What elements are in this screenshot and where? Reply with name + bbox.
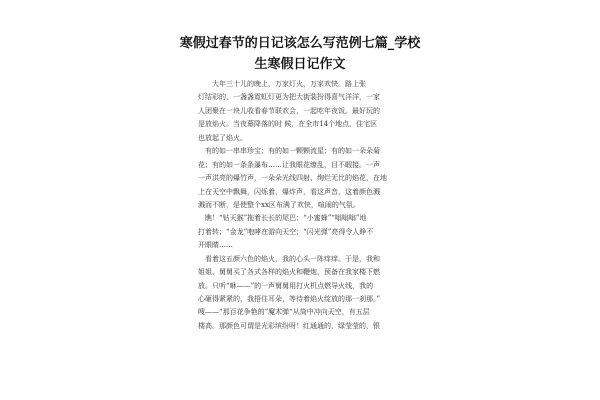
- body-line: 也放起了焰火。: [198, 133, 247, 142]
- body-line: 花；有的如一条条瀑布……让我眼花缭乱，目不暇接。一声: [198, 160, 380, 169]
- body-line: 打着转；“金龙”咆哮在游向天空；“闪光弹”亮得令人睁不: [198, 227, 374, 236]
- body-line: 溅而不断，是使整个xx区布满了欢快，喧闹的气氛。: [198, 200, 360, 209]
- body-line: 心砸得紧紧的，我捂住耳朵，等待着焰火绽放的那一刹那。”: [198, 295, 381, 303]
- body-line: 是放焰火。当夜幕降落的时 候，在全市14个地点，住宅区: [198, 120, 378, 129]
- document-body: [198, 78, 412, 333]
- body-line: 楼高。那颜色可谓是光彩缤纷呀！红通通的，绿莹莹的，银: [198, 321, 380, 330]
- body-line: 有的如一串串珍宝；有的如一颗颗流星；有的如一朵朵菊: [198, 147, 380, 156]
- body-line: 一声洪亮的爆竹声，一朵朵光线四射、绚烂无比的焰花，在地: [198, 174, 387, 183]
- body-line: 放。只听“咻——”的一声舅舅用打火机点燃导火线，我的: [198, 281, 374, 290]
- body-line: 灯结彩的，一盏盏霓虹灯更为把大街装扮得喜气洋洋，一家: [198, 93, 380, 102]
- body-line: 看着这五颜六色的焰火，我的心头一阵痒痒。于是，我和: [198, 254, 380, 263]
- body-line: 大年三十儿的晚上，万家灯火，万家欢快。路上张: [198, 80, 366, 88]
- body-line: 嗖——“那百花争艳的”魔术弹“从筒中冲向天空，有五层: [198, 308, 370, 317]
- body-line: 瞧！“钻天猴”拖着长长的尾巴；“小蜜蜂”“嗡嗡嗡”地: [198, 214, 367, 223]
- body-line: 开眼睛……: [198, 241, 233, 250]
- body-line: 姐姐、舅舅买了各式各样的焰火和鞭炮，预备在我家楼下燃: [198, 268, 380, 277]
- body-line: 人团聚在一块儿收看春节联欢会，一起吃年夜饭。最好玩的: [198, 106, 380, 115]
- body-line: 上在天空中飘舞，闪烁着，爆炸声，看这声音，这着颜色溅: [198, 187, 380, 196]
- document-title-line-2: 生寒假日记作文: [254, 57, 346, 72]
- document-title-line-1: 寒假过春节的日记该怎么写范例七篇_学校: [179, 36, 421, 51]
